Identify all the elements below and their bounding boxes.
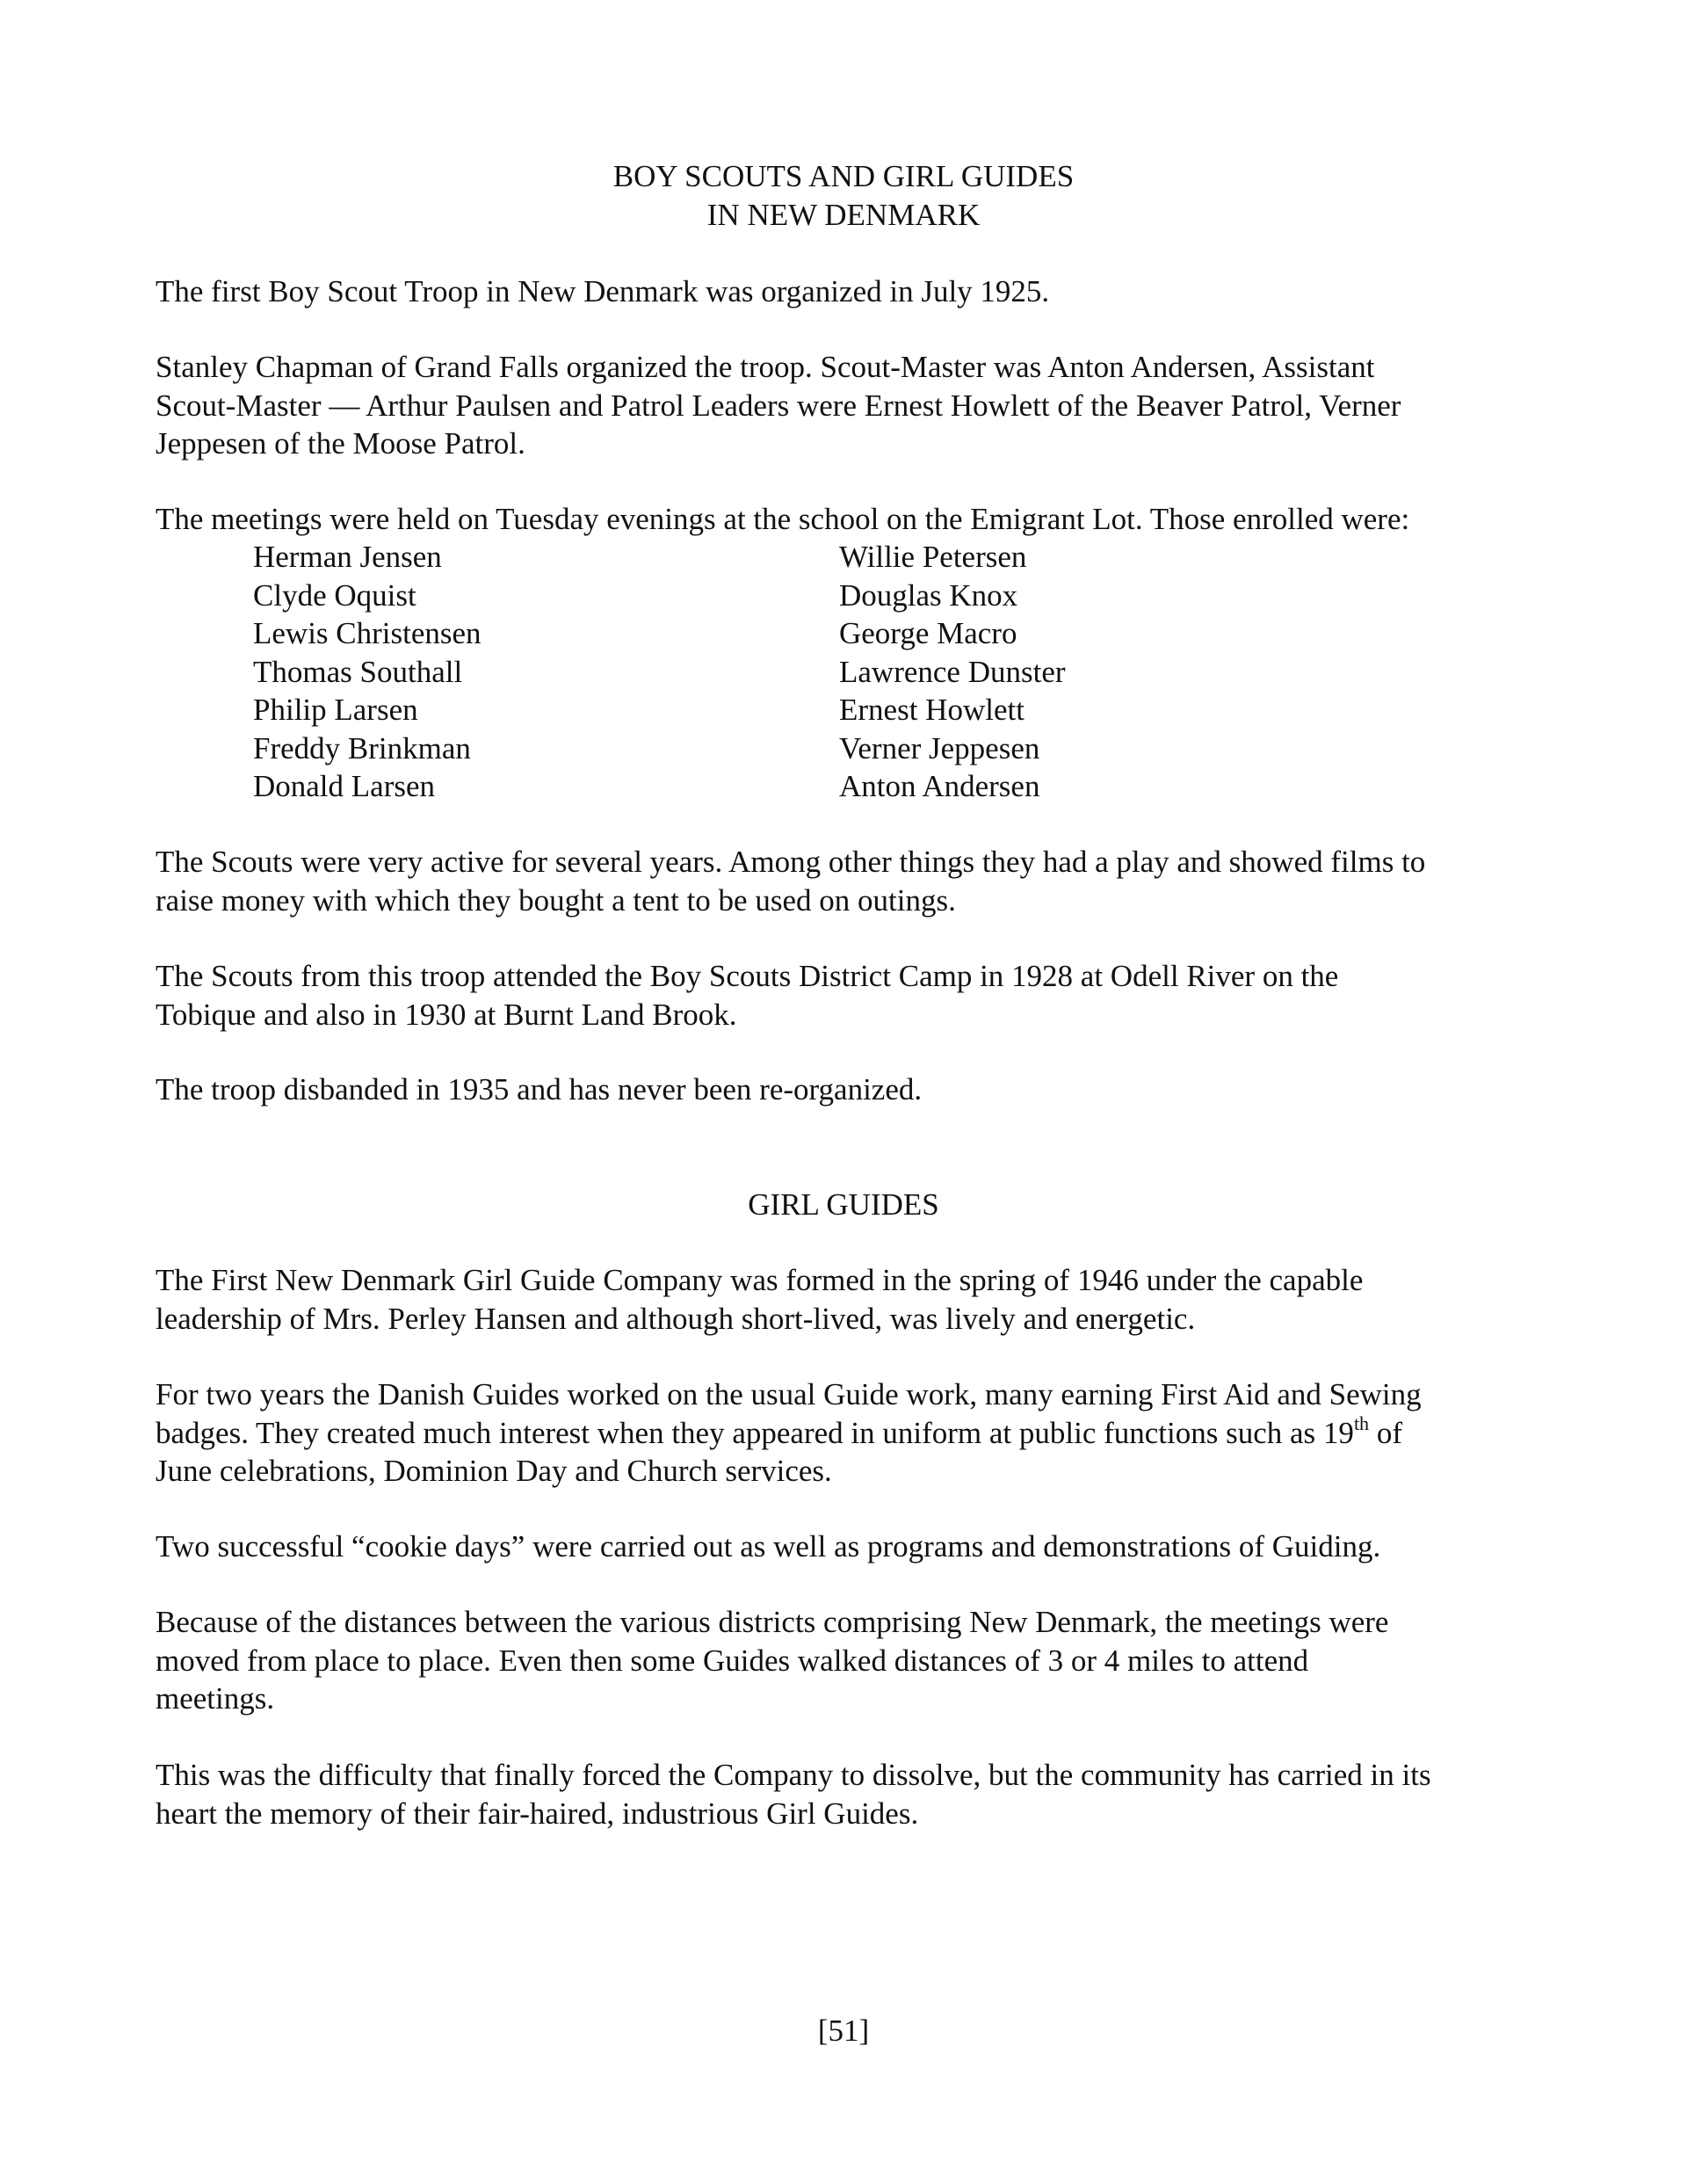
paragraph-line: leadership of Mrs. Perley Hansen and although short-lived, was lively and energetic. (156, 1301, 1196, 1336)
roster-name: Lewis Christensen (253, 616, 481, 650)
roster-name: Anton Andersen (839, 769, 1040, 803)
scouts-paragraph-2 (156, 348, 1544, 463)
line-text: badges. They created much interest when they appeared in uniform at public functions such as 19 (156, 1415, 1354, 1450)
scouts-paragraph-5 (156, 957, 1544, 1034)
paragraph-line: Because of the distances between the various districts comprising New Denmark, the meetings were (156, 1605, 1389, 1639)
roster-name: George Macro (839, 616, 1017, 650)
paragraph-line: moved from place to place. Even then some Guides walked distances of 3 or 4 miles to attend (156, 1643, 1309, 1678)
paragraph-line: Stanley Chapman of Grand Falls organized the troop. Scout-Master was Anton Andersen, Assistant (156, 350, 1375, 384)
title-line-1: BOY SCOUTS AND GIRL GUIDES (612, 159, 1075, 193)
roster-name: Lawrence Dunster (839, 654, 1066, 689)
scouts-paragraph-4 (156, 843, 1544, 919)
paragraph-line: Jeppesen of the Moose Patrol. (156, 426, 525, 461)
page-number: [51] (817, 2013, 870, 2048)
paragraph-line: meetings. (156, 1681, 275, 1716)
paragraph-line: raise money with which they bought a tent to be used on outings. (156, 882, 956, 918)
section-title-scouts (0, 157, 1687, 234)
scouts-paragraph-1: The first Boy Scout Troop in New Denmark was organized in July 1925. (156, 274, 1050, 308)
guides-paragraph-4 (156, 1603, 1544, 1718)
roster-column-right (839, 538, 1066, 806)
paragraph-line: The Scouts were very active for several years. Among other things they had a play and showed films to (156, 845, 1426, 879)
roster-name: Clyde Oquist (253, 577, 416, 613)
guides-paragraph-3: Two successful “cookie days” were carried out as well as programs and demonstrations of Guiding. (156, 1529, 1381, 1564)
paragraph-line: For two years the Danish Guides worked on the usual Guide work, many earning First Aid and Sewing (156, 1377, 1422, 1411)
guides-paragraph-5 (156, 1756, 1544, 1832)
roster-column-left (253, 538, 481, 806)
roster-name: Thomas Southall (253, 654, 463, 689)
scouts-paragraph-3: The meetings were held on Tuesday evenings at the school on the Emigrant Lot. Those enrolled were: (156, 502, 1410, 536)
scouts-paragraph-6: The troop disbanded in 1935 and has never been re-organized. (156, 1072, 923, 1107)
roster-name: Verner Jeppesen (839, 730, 1040, 765)
paragraph-line: June celebrations, Dominion Day and Church services. (156, 1454, 832, 1488)
paragraph-line: Scout-Master — Arthur Paulsen and Patrol Leaders were Ernest Howlett of the Beaver Patrol, Verner (156, 388, 1401, 423)
roster-name: Herman Jensen (253, 540, 442, 574)
paragraph-line: The Scouts from this troop attended the Boy Scouts District Camp in 1928 at Odell River on the (156, 959, 1339, 993)
paragraph-line (156, 1411, 1544, 1453)
roster-name: Philip Larsen (253, 693, 418, 727)
ordinal-suffix: th (1353, 1411, 1370, 1434)
roster-name: Donald Larsen (253, 769, 436, 803)
paragraph-line: This was the difficulty that finally forced the Company to dissolve, but the community has carried in its (156, 1758, 1431, 1792)
guides-paragraph-1 (156, 1261, 1544, 1338)
paragraph-line: The First New Denmark Girl Guide Company was formed in the spring of 1946 under the capable (156, 1263, 1364, 1297)
paragraph-line: Tobique and also in 1930 at Burnt Land Brook. (156, 997, 737, 1032)
line-text: of (1369, 1415, 1402, 1450)
roster-name: Freddy Brinkman (253, 730, 471, 765)
roster-name: Ernest Howlett (839, 693, 1025, 727)
guides-paragraph-2 (156, 1375, 1544, 1491)
section-title-guides: GIRL GUIDES (748, 1187, 939, 1222)
title-line-2: IN NEW DENMARK (706, 197, 981, 232)
roster-name: Douglas Knox (839, 577, 1018, 613)
roster-name: Willie Petersen (839, 540, 1027, 574)
paragraph-line: heart the memory of their fair-haired, industrious Girl Guides. (156, 1796, 919, 1831)
